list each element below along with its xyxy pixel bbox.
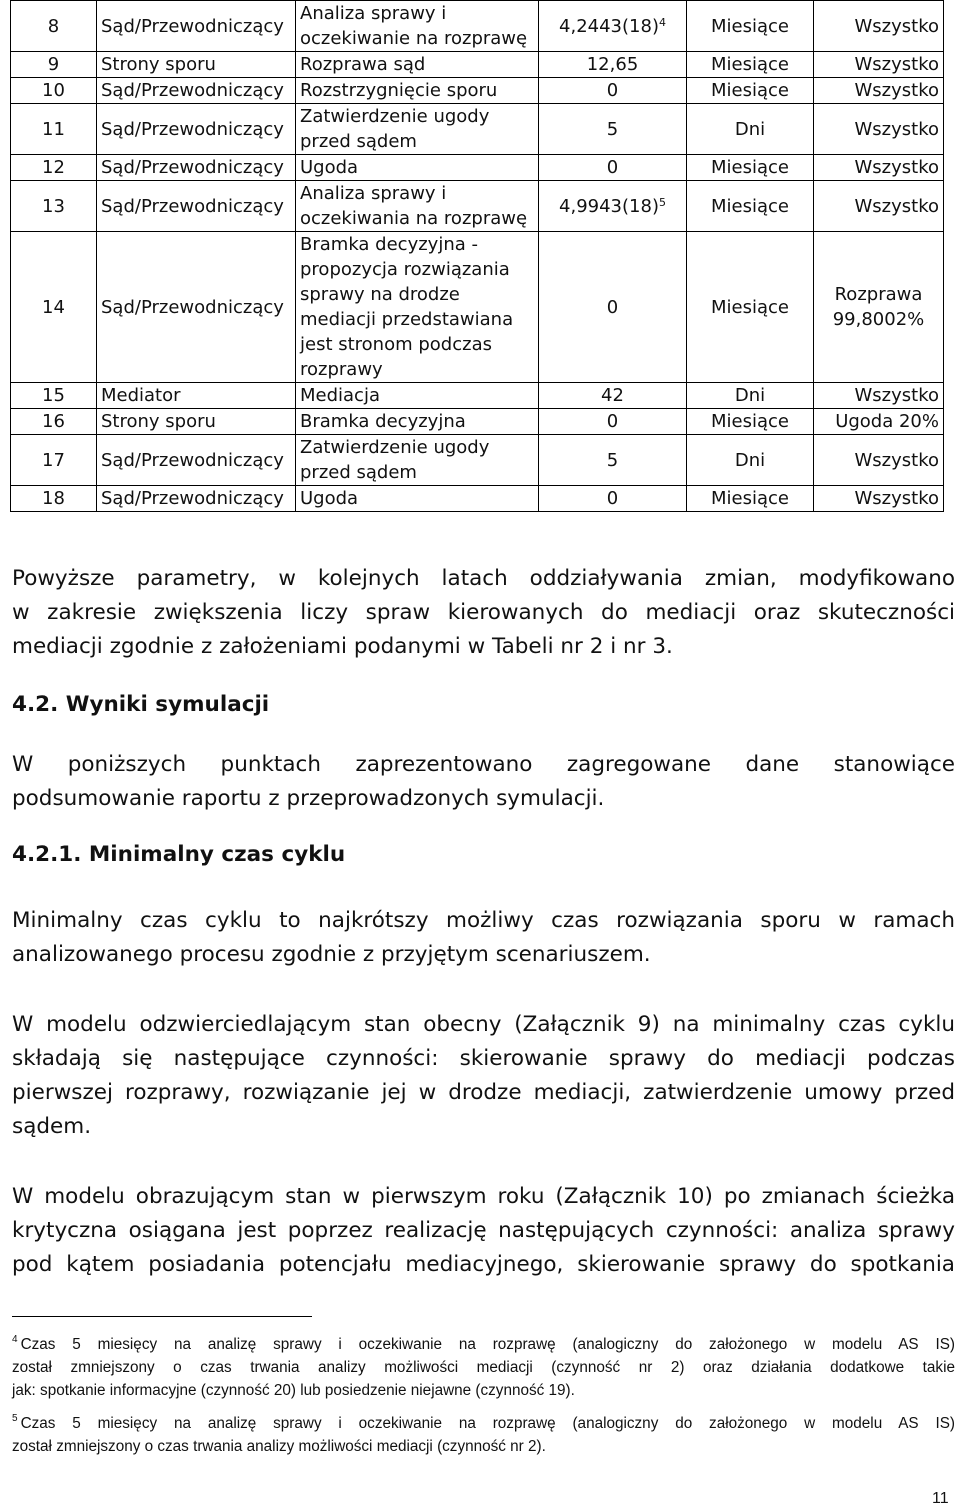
- duration-value: 0: [606, 488, 619, 509]
- duration-value: 4,2443(18): [559, 15, 659, 37]
- duration-value: 5: [606, 449, 619, 471]
- performer-cell: Mediator: [97, 383, 296, 409]
- unit-cell: Miesiące: [687, 78, 814, 104]
- activity-line: oczekiwanie na rozprawę: [300, 28, 528, 49]
- row-number-cell: 13: [11, 181, 97, 232]
- table-row: [11, 409, 944, 435]
- table-row: [11, 1, 944, 52]
- footnote-line: został zmniejszony o czas trwania analizy możliwości mediacji (czynność nr 2).: [12, 1438, 546, 1455]
- performer-cell: Sąd/Przewodniczący: [97, 155, 296, 181]
- text-line: podsumowanie raportu z przeprowadzonych symulacji.: [12, 786, 605, 811]
- footnote-5: [12, 1412, 955, 1458]
- unit-cell: Miesiące: [687, 52, 814, 78]
- activity-line: Rozprawa sąd: [300, 54, 426, 75]
- duration-value: 0: [606, 80, 619, 101]
- footnote-mark: 4: [12, 1334, 18, 1345]
- activity-line: Bramka decyzyjna -: [300, 234, 478, 255]
- footnote-line: jak: spotkanie informacyjne (czynność 20) lub posiedzenie niejawne (czynność 19).: [12, 1382, 575, 1399]
- performer-cell: Sąd/Przewodniczący: [97, 104, 296, 155]
- text-line: Powyższe parametry, w kolejnych latach oddziaływania zmian, modyfikowano: [12, 566, 955, 591]
- scenario-line: Wszystko: [854, 15, 939, 37]
- activity-line: Zatwierdzenie ugody: [300, 437, 490, 458]
- activity-cell: [296, 181, 539, 232]
- table-row: [11, 486, 944, 512]
- unit-cell: Miesiące: [687, 181, 814, 232]
- text-line: pierwszej rozprawy, rozwiązanie jej w drodze mediacji, zatwierdzenie umowy przed: [12, 1080, 955, 1105]
- row-number-cell: 16: [11, 409, 97, 435]
- activity-cell: [296, 435, 539, 486]
- activity-line: Zatwierdzenie ugody: [300, 106, 490, 127]
- text-line: pod kątem posiadania potencjału mediacyjnego, skierowanie sprawy do spotkania: [12, 1252, 955, 1277]
- footnote-mark: 5: [12, 1413, 18, 1424]
- performer-cell: Sąd/Przewodniczący: [97, 435, 296, 486]
- duration-cell: [539, 104, 687, 155]
- activity-line: oczekiwania na rozprawę: [300, 208, 528, 229]
- table-row: [11, 155, 944, 181]
- duration-value: 0: [606, 296, 619, 318]
- activity-line: jest stronom podczas: [300, 334, 492, 355]
- duration-value: 0: [606, 411, 619, 432]
- activity-line: sprawy na drodze: [300, 284, 460, 305]
- duration-cell: [539, 435, 687, 486]
- performer-cell: Sąd/Przewodniczący: [97, 1, 296, 52]
- scenario-line: Wszystko: [854, 54, 939, 75]
- row-number-cell: 8: [11, 1, 97, 52]
- scenario-line: Wszystko: [854, 80, 939, 101]
- table-row: [11, 104, 944, 155]
- simulation-parameters-table: [10, 0, 944, 512]
- unit-cell: Miesiące: [687, 1, 814, 52]
- scenario-cell: [814, 435, 944, 486]
- scenario-line: Wszystko: [854, 449, 939, 471]
- text-line: sądem.: [12, 1114, 92, 1139]
- row-number-cell: 10: [11, 78, 97, 104]
- activity-cell: [296, 409, 539, 435]
- footnote-reference: 4: [658, 15, 666, 29]
- activity-line: Bramka decyzyjna: [300, 411, 466, 432]
- text-line: analizowanego procesu zgodnie z przyjętym scenariuszem.: [12, 942, 651, 967]
- text-line: krytyczna osiągana jest poprzez realizację następujących czynności: analiza sprawy: [12, 1218, 955, 1243]
- activity-line: Analiza sprawy i: [300, 3, 447, 24]
- row-number-cell: 18: [11, 486, 97, 512]
- table-row: [11, 181, 944, 232]
- table-row: [11, 383, 944, 409]
- text-line: mediacji zgodnie z założeniami podanymi w Tabeli nr 2 i nr 3.: [12, 634, 673, 659]
- section-heading-results: 4.2. Wyniki symulacji: [12, 692, 270, 717]
- duration-cell: [539, 409, 687, 435]
- activity-cell: [296, 232, 539, 383]
- footnote-line: [12, 1333, 955, 1356]
- scenario-line: 99,8002%: [832, 309, 925, 330]
- duration-cell: [539, 383, 687, 409]
- footnote-line: [12, 1412, 955, 1435]
- activity-line: Ugoda: [300, 488, 359, 509]
- activity-line: Ugoda: [300, 157, 359, 178]
- scenario-cell: [814, 52, 944, 78]
- activity-cell: [296, 78, 539, 104]
- unit-cell: Miesiące: [687, 232, 814, 383]
- performer-cell: Sąd/Przewodniczący: [97, 181, 296, 232]
- scenario-cell: [814, 155, 944, 181]
- scenario-line: Rozprawa: [834, 284, 923, 305]
- scenario-line: Ugoda 20%: [835, 411, 939, 432]
- activity-cell: [296, 104, 539, 155]
- performer-cell: Sąd/Przewodniczący: [97, 486, 296, 512]
- duration-cell: [539, 232, 687, 383]
- paragraph-min-cycle-definition: [12, 904, 955, 972]
- unit-cell: Miesiące: [687, 409, 814, 435]
- scenario-line: Wszystko: [854, 157, 939, 178]
- activity-cell: [296, 486, 539, 512]
- unit-cell: Dni: [687, 383, 814, 409]
- duration-cell: [539, 486, 687, 512]
- footnote-4: [12, 1333, 955, 1402]
- row-number-cell: 9: [11, 52, 97, 78]
- scenario-line: Wszystko: [854, 385, 939, 406]
- duration-cell: [539, 52, 687, 78]
- row-number-cell: 11: [11, 104, 97, 155]
- footnote-reference: 5: [658, 195, 666, 209]
- activity-line: przed sądem: [300, 462, 417, 483]
- page-number: 11: [932, 1490, 949, 1507]
- footnote-line: został zmniejszony o czas trwania analizy możliwości mediacji (czynność nr 2) oraz działania dodatkowe takie: [12, 1359, 955, 1376]
- performer-cell: Strony sporu: [97, 409, 296, 435]
- duration-cell: [539, 155, 687, 181]
- scenario-line: Wszystko: [854, 118, 939, 140]
- activity-line: mediacji przedstawiana: [300, 309, 514, 330]
- unit-cell: Dni: [687, 435, 814, 486]
- activity-line: Analiza sprawy i: [300, 183, 447, 204]
- activity-line: Rozstrzygnięcie sporu: [300, 80, 498, 101]
- duration-cell: [539, 181, 687, 232]
- text-line: Minimalny czas cyklu to najkrótszy możliwy czas rozwiązania sporu w ramach: [12, 908, 955, 933]
- row-number-cell: 17: [11, 435, 97, 486]
- duration-cell: [539, 1, 687, 52]
- paragraph-first-year-model: [12, 1180, 955, 1282]
- table-row: [11, 232, 944, 383]
- scenario-cell: [814, 1, 944, 52]
- activity-line: rozprawy: [300, 359, 383, 380]
- text-line: W modelu obrazującym stan w pierwszym roku (Załącznik 10) po zmianach ścieżka: [12, 1184, 955, 1209]
- row-number-cell: 15: [11, 383, 97, 409]
- scenario-cell: [814, 78, 944, 104]
- duration-value: 12,65: [586, 54, 639, 75]
- activity-cell: [296, 155, 539, 181]
- scenario-cell: [814, 104, 944, 155]
- duration-cell: [539, 78, 687, 104]
- performer-cell: Sąd/Przewodniczący: [97, 232, 296, 383]
- activity-cell: [296, 1, 539, 52]
- text-line: w zakresie zwiększenia liczy spraw kierowanych do mediacji oraz skuteczności: [12, 600, 955, 625]
- unit-cell: Dni: [687, 104, 814, 155]
- footnote-text: Czas 5 miesięcy na analizę sprawy i oczekiwanie na rozprawę (analogiczny do założonego w modelu AS IS): [20, 1336, 955, 1353]
- unit-cell: Miesiące: [687, 155, 814, 181]
- row-number-cell: 12: [11, 155, 97, 181]
- footnote-separator: [12, 1316, 312, 1317]
- table-row: [11, 52, 944, 78]
- scenario-cell: [814, 409, 944, 435]
- duration-value: 4,9943(18): [559, 195, 659, 217]
- scenario-cell: [814, 181, 944, 232]
- duration-value: 42: [601, 385, 624, 406]
- performer-cell: Strony sporu: [97, 52, 296, 78]
- footnote-text: Czas 5 miesięcy na analizę sprawy i oczekiwanie na rozprawę (analogiczny do założonego w modelu AS IS): [20, 1415, 955, 1432]
- table-row: [11, 78, 944, 104]
- duration-value: 0: [606, 157, 619, 178]
- text-line: składają się następujące czynności: skierowanie sprawy do mediacji podczas: [12, 1046, 955, 1071]
- duration-value: 5: [606, 118, 619, 140]
- activity-cell: [296, 52, 539, 78]
- activity-cell: [296, 383, 539, 409]
- performer-cell: Sąd/Przewodniczący: [97, 78, 296, 104]
- paragraph-current-model: [12, 1008, 955, 1144]
- table-row: [11, 435, 944, 486]
- activity-line: Mediacja: [300, 385, 380, 406]
- text-line: W modelu odzwierciedlającym stan obecny (Załącznik 9) na minimalny czas cyklu: [12, 1012, 955, 1037]
- activity-line: przed sądem: [300, 131, 417, 152]
- scenario-line: Wszystko: [854, 195, 939, 217]
- row-number-cell: 14: [11, 232, 97, 383]
- paragraph-parameters: [12, 562, 955, 664]
- section-heading-min-cycle: 4.2.1. Minimalny czas cyklu: [12, 842, 346, 867]
- scenario-cell: [814, 486, 944, 512]
- text-line: W poniższych punktach zaprezentowano zagregowane dane stanowiące: [12, 752, 955, 777]
- paragraph-results-intro: [12, 748, 955, 816]
- activity-line: propozycja rozwiązania: [300, 259, 510, 280]
- unit-cell: Miesiące: [687, 486, 814, 512]
- scenario-line: Wszystko: [854, 488, 939, 509]
- scenario-cell: [814, 232, 944, 383]
- scenario-cell: [814, 383, 944, 409]
